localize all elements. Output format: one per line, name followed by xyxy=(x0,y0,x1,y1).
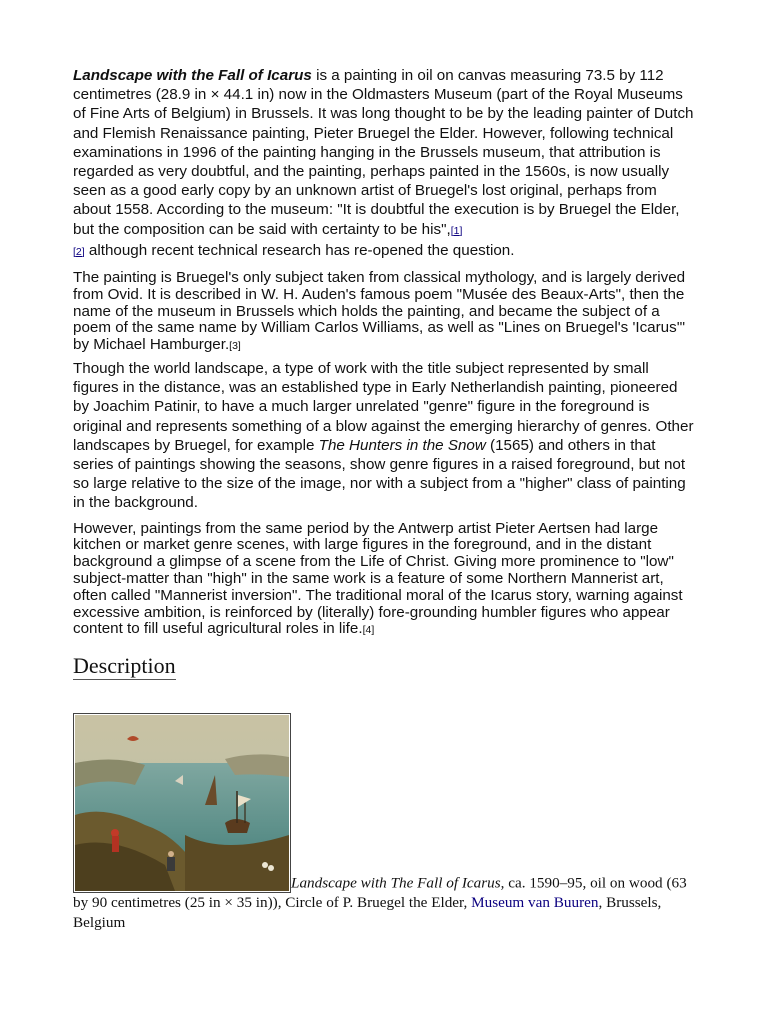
painting-thumbnail[interactable] xyxy=(73,713,291,893)
figure-caption xyxy=(73,713,693,932)
landscape-text-a: Though the world landscape, a type of work with the title subject represented by small figures in the distance, was an established type in Early Netherlandish painting, pioneered by Joachim Patinir, to have a much larger unrelated "genre" figure in the foreground is original and represents something of a blow against the emerging hierarchy of genres. Other landscapes by Bruegel, for example xyxy=(73,360,694,454)
paragraph-intro xyxy=(73,66,697,262)
reference-link-1[interactable]: [1] xyxy=(450,224,463,237)
caption-title: Landscape with The Fall of Icarus xyxy=(291,874,501,892)
landscape-text-b: (1565) and others in that series of paintings showing the seasons, show genre figures in a raised foreground, but not so large relative to the size of the image, nor with a subject from a "higher" class of painting in the background. xyxy=(73,436,686,512)
article-body xyxy=(73,66,697,680)
paragraph-landscape xyxy=(73,359,697,513)
intro-text-end: although recent technical research has re-opened the question. xyxy=(84,241,515,259)
caption-location: , Brussels, Belgium xyxy=(73,894,662,931)
paragraph-aertsen xyxy=(73,521,697,640)
reference-link-2[interactable]: [2] xyxy=(73,245,85,258)
article-title: Landscape with the Fall of Icarus xyxy=(73,67,312,84)
museum-link[interactable]: Museum van Buuren xyxy=(471,894,599,911)
intro-text: is a painting in oil on canvas measuring 73.5 by 112 centimetres (28.9 in × 44.1 in) now in the Oldmasters Museum (part of the Royal Museums of Fine Arts of Belgium) in Brussels. It was long thought to be by the leading painter of Dutch and Flemish Renaissance painting, Pieter Bruegel the Elder. However, following technical examinations in 1996 of the painting hanging in the Brussels museum, that attribution is regarded as very doubtful, and the painting, perhaps painted in the 1560s, is now usually seen as a good early copy by an unknown artist of Bruegel's lost original, perhaps from about 1558. According to the museum: "It is doubtful the execution is by Bruegel the Elder, but the composition can be said with certainty to be his", xyxy=(73,67,694,238)
mythology-text: The painting is Bruegel's only subject taken from classical mythology, and is largely derived from Ovid. It is described in W. H. Auden's famous poem "Musée des Beaux-Arts", then the name of the museum in Brussels which holds the painting, and became the subject of a poem of the same name by William Carlos Williams, as well as "Lines on Bruegel's 'Icarus'" by Michael Hamburger. xyxy=(73,269,686,354)
hunters-title: The Hunters in the Snow xyxy=(318,436,486,454)
reference-link-4[interactable]: [4] xyxy=(362,624,375,637)
reference-link-3[interactable]: [3] xyxy=(229,340,241,353)
aertsen-text: However, paintings from the same period by the Antwerp artist Pieter Aertsen had large kitchen or market genre scenes, with large figures in the foreground, and in the distant background a glimpse of a scene from the Life of Christ. Giving more prominence to "low" subject-matter than "high" in the same work is a feature of some Northern Mannerist art, often called "Mannerist inversion". The traditional moral of the Icarus story, warning against excessive ambition, is reinforced by (literally) fore-grounding humbler figures who appear content to fill useful agricultural roles in life. xyxy=(73,519,683,638)
figure xyxy=(73,713,693,932)
caption-details: , ca. 1590–95, oil on wood (63 by 90 centimetres (25 in × 35 in)), Circle of P. Bruegel the Elder, xyxy=(73,874,687,911)
paragraph-mythology xyxy=(73,270,697,355)
painting-image xyxy=(75,715,289,891)
section-heading-description: Description xyxy=(73,653,176,679)
